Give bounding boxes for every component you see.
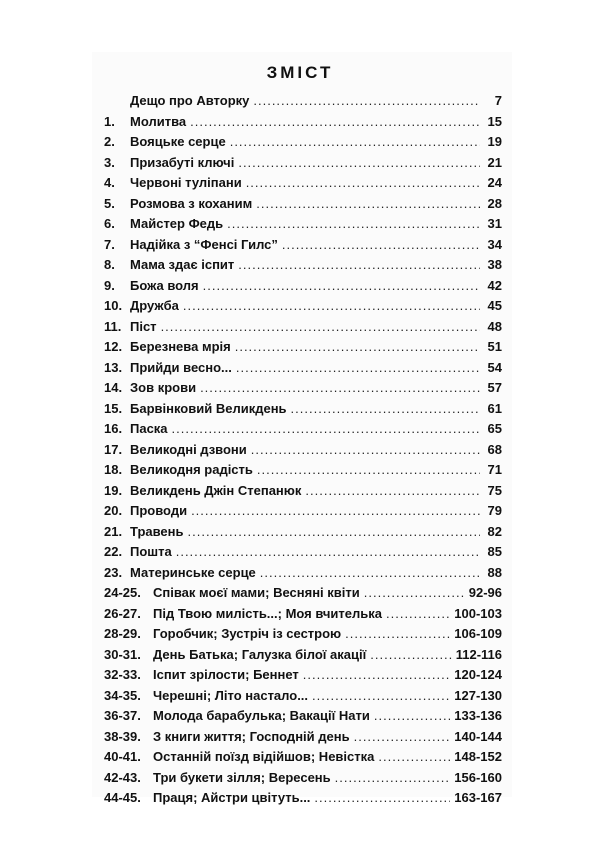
toc-leader-dots <box>176 542 480 563</box>
toc-entry-title: Призабуті ключі <box>130 154 235 170</box>
toc-entry <box>104 317 502 338</box>
toc-entry-intro <box>104 91 502 112</box>
toc-entry <box>104 686 502 707</box>
toc-entry-page: 148-152 <box>454 749 502 764</box>
toc-entry <box>104 768 502 789</box>
toc-entry-title: Останній поїзд відійшов; Невістка <box>153 749 375 764</box>
toc-entry-title: Черешні; Літо настало... <box>153 687 309 703</box>
toc-entry-number: 22. <box>104 544 123 559</box>
toc-entry-number: 42-43. <box>104 769 141 785</box>
toc-entry <box>104 665 502 686</box>
toc-leader-dots <box>227 214 480 235</box>
toc-entry-number: 34-35. <box>104 687 141 703</box>
toc-leader-dots <box>235 337 480 358</box>
toc-leader-dots <box>190 112 480 133</box>
toc-entry-number: 21. <box>104 523 123 539</box>
toc-entry-title: Березнева мрія <box>130 339 231 354</box>
toc-entry-title: День Батька; Галузка білої акації <box>153 646 367 662</box>
toc-entry-title: Молода барабулька; Вакації Нати <box>153 708 370 723</box>
toc-leader-dots <box>374 706 450 727</box>
toc-leader-dots <box>370 645 451 666</box>
toc-leader-dots <box>354 727 451 748</box>
toc-leader-dots <box>312 686 450 707</box>
toc-entry <box>104 112 502 133</box>
toc-entry-number: 6. <box>104 216 115 231</box>
toc-entry-page: 51 <box>487 339 502 354</box>
toc-entry-number: 30-31. <box>104 646 141 662</box>
toc-entry-number: 13. <box>104 359 123 375</box>
toc-entry-title: З книги життя; Господній день <box>153 728 350 744</box>
toc-entry-page: 140-144 <box>454 728 502 744</box>
toc-entry-number: 11. <box>104 318 122 334</box>
toc-leader-dots <box>161 317 480 338</box>
toc-entry-title: Праця; Айстри цвітуть... <box>153 790 311 805</box>
toc-entry-number: 40-41. <box>104 749 141 764</box>
toc-entry-title: Божа воля <box>130 277 199 293</box>
toc-entry-page: 7 <box>494 93 502 108</box>
toc-entry-title: Травень <box>130 523 184 539</box>
toc-leader-dots <box>251 440 480 461</box>
table-of-contents <box>104 91 502 809</box>
toc-entry-number: 12. <box>104 339 123 354</box>
toc-entry-page: 120-124 <box>454 667 502 682</box>
toc-entry-number: 19. <box>104 482 123 498</box>
toc-entry-page: 65 <box>487 421 502 436</box>
toc-entry-page: 88 <box>487 564 502 580</box>
toc-entry-page: 28 <box>487 195 502 211</box>
toc-entry <box>104 399 502 420</box>
toc-entry-title: Під Твою милість...; Моя вчителька <box>153 605 382 621</box>
toc-entry-number: 7. <box>104 236 115 252</box>
toc-entry-number: 38-39. <box>104 728 141 744</box>
toc-entry <box>104 788 502 809</box>
toc-entry <box>104 132 502 153</box>
toc-entry-number: 3. <box>104 154 115 170</box>
toc-entry-number: 18. <box>104 462 123 477</box>
toc-entry <box>104 522 502 543</box>
toc-leader-dots <box>172 419 480 440</box>
toc-entry-page: 75 <box>487 482 502 498</box>
toc-entry-title: Проводи <box>130 503 188 518</box>
toc-entry-title: Три букети зілля; Вересень <box>153 769 331 785</box>
toc-entry-page: 61 <box>487 400 502 416</box>
toc-entry-title: Іспит зрілости; Беннет <box>153 667 299 682</box>
toc-entry-page: 45 <box>487 298 502 313</box>
toc-entry-title: Дружба <box>130 298 179 313</box>
toc-entry <box>104 214 502 235</box>
toc-entry <box>104 501 502 522</box>
toc-entry <box>104 358 502 379</box>
toc-entry-page: 112-116 <box>455 646 502 662</box>
toc-entry-title: Співак моєї мами; Весняні квіти <box>153 585 360 600</box>
toc-leader-dots <box>200 378 480 399</box>
toc-entry-number: 28-29. <box>104 626 141 641</box>
toc-leader-dots <box>282 235 480 256</box>
toc-entry-page: 133-136 <box>454 708 502 723</box>
toc-leader-dots <box>364 583 465 604</box>
toc-entry-title: Мама здає іспит <box>130 257 235 272</box>
toc-entry-page: 48 <box>487 318 502 334</box>
toc-leader-dots <box>257 460 480 481</box>
toc-entry-page: 79 <box>487 503 502 518</box>
toc-entry-number: 32-33. <box>104 667 141 682</box>
toc-entry <box>104 296 502 317</box>
toc-entry-page: 163-167 <box>454 790 502 805</box>
toc-entry-title: Вояцьке серце <box>130 134 226 149</box>
toc-entry-title: Дещо про Авторку <box>130 93 250 108</box>
toc-entry-title: Зов крови <box>130 380 197 395</box>
toc-entry-page: 100-103 <box>454 605 502 621</box>
toc-entry-number: 4. <box>104 175 115 190</box>
toc-entry-number: 17. <box>104 441 123 457</box>
toc-entry <box>104 706 502 727</box>
toc-entry-title: Барвінковий Великдень <box>130 400 287 416</box>
toc-entry <box>104 747 502 768</box>
toc-entry-title: Великодня радість <box>130 462 253 477</box>
toc-entry-number: 14. <box>104 380 123 395</box>
toc-entry <box>104 419 502 440</box>
toc-entry <box>104 194 502 215</box>
toc-entry <box>104 624 502 645</box>
toc-entry-page: 82 <box>487 523 502 539</box>
toc-entry-page: 71 <box>487 462 502 477</box>
toc-entry-title: Піст <box>130 318 157 334</box>
toc-entry <box>104 481 502 502</box>
toc-entry-number: 8. <box>104 257 115 272</box>
toc-entry-number: 24-25. <box>104 585 141 600</box>
toc-entry-page: 42 <box>487 277 502 293</box>
toc-leader-dots <box>378 747 450 768</box>
toc-leader-dots <box>183 296 480 317</box>
toc-entry-title: Горобчик; Зустріч із сестрою <box>153 626 342 641</box>
toc-entry <box>104 542 502 563</box>
toc-entry <box>104 460 502 481</box>
toc-entry-number: 5. <box>104 195 115 211</box>
toc-entry-number: 2. <box>104 134 115 149</box>
toc-entry-page: 15 <box>487 113 502 129</box>
toc-leader-dots <box>303 665 451 686</box>
toc-leader-dots <box>291 399 480 420</box>
toc-entry-page: 38 <box>487 257 502 272</box>
toc-entry-title: Великдень Джін Степанюк <box>130 482 302 498</box>
toc-entry <box>104 337 502 358</box>
toc-leader-dots <box>236 358 480 379</box>
toc-leader-dots <box>256 194 480 215</box>
toc-leader-dots <box>253 91 480 112</box>
toc-leader-dots <box>188 522 480 543</box>
page-title: ЗМІСТ <box>266 63 334 82</box>
toc-leader-dots <box>203 276 480 297</box>
toc-leader-dots <box>386 604 450 625</box>
toc-entry <box>104 727 502 748</box>
toc-entry-page: 127-130 <box>454 687 502 703</box>
toc-entry-title: Червоні туліпани <box>130 175 242 190</box>
toc-entry-title: Прийди весно... <box>130 359 232 375</box>
toc-entry-number: 23. <box>104 564 123 580</box>
toc-entry-page: 68 <box>487 441 502 457</box>
toc-entry-number: 44-45. <box>104 790 141 805</box>
toc-leader-dots <box>230 132 480 153</box>
toc-entry-title: Пошта <box>130 544 172 559</box>
toc-entry-title: Молитва <box>130 113 187 129</box>
toc-entry <box>104 604 502 625</box>
toc-entry <box>104 153 502 174</box>
toc-entry-number: 9. <box>104 277 115 293</box>
toc-entry-page: 19 <box>487 134 502 149</box>
toc-entry-page: 92-96 <box>468 585 502 600</box>
toc-leader-dots <box>238 255 480 276</box>
toc-entry <box>104 378 502 399</box>
toc-leader-dots <box>335 768 451 789</box>
toc-entry-number: 1. <box>104 113 115 129</box>
toc-leader-dots <box>260 563 480 584</box>
toc-entry-number: 36-37. <box>104 708 141 723</box>
toc-entry-page: 106-109 <box>454 626 502 641</box>
toc-leader-dots <box>238 153 480 174</box>
toc-entry <box>104 563 502 584</box>
toc-leader-dots <box>246 173 480 194</box>
toc-entry-page: 24 <box>487 175 502 190</box>
toc-leader-dots <box>314 788 450 809</box>
toc-entry-title: Материнське серце <box>130 564 256 580</box>
toc-entry <box>104 255 502 276</box>
toc-entry-number: 10. <box>104 298 123 313</box>
toc-entry <box>104 173 502 194</box>
toc-entry-page: 85 <box>487 544 502 559</box>
toc-entry-page: 156-160 <box>454 769 502 785</box>
toc-entry-page: 21 <box>487 154 502 170</box>
toc-entry <box>104 440 502 461</box>
toc-entry-page: 57 <box>487 380 502 395</box>
toc-entry-title: Майстер Федь <box>130 216 224 231</box>
toc-entry-page: 34 <box>487 236 502 252</box>
toc-entry-number: 16. <box>104 421 123 436</box>
toc-entry <box>104 235 502 256</box>
toc-leader-dots <box>191 501 480 522</box>
toc-entry <box>104 276 502 297</box>
toc-entry-title: Паска <box>130 421 168 436</box>
toc-leader-dots <box>305 481 480 502</box>
toc-entry <box>104 583 502 604</box>
toc-entry-number: 26-27. <box>104 605 141 621</box>
toc-entry-number: 15. <box>104 400 123 416</box>
toc-leader-dots <box>345 624 450 645</box>
toc-entry <box>104 645 502 666</box>
toc-entry-title: Розмова з коханим <box>130 195 253 211</box>
toc-entry-page: 54 <box>487 359 502 375</box>
toc-entry-number: 20. <box>104 503 123 518</box>
toc-entry-title: Великодні дзвони <box>130 441 247 457</box>
toc-entry-title: Надійка з “Фенсі Гилс” <box>130 236 278 252</box>
toc-entry-page: 31 <box>487 216 502 231</box>
